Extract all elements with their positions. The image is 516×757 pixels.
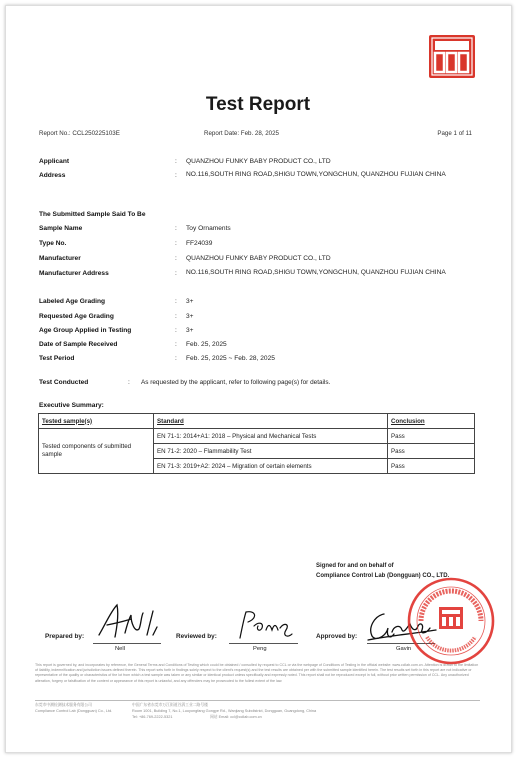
field-label: Labeled Age Grading: [39, 298, 106, 305]
field-label: Type No.: [39, 240, 67, 247]
field-label: Test Period: [39, 355, 75, 362]
footer-tel: Tel: +86-769-2222-5321: [132, 715, 173, 719]
field-value: 3+: [186, 298, 194, 305]
report-date: Report Date: Feb. 28, 2025: [204, 130, 279, 137]
page-title: Test Report: [205, 94, 311, 115]
reviewed-by-label: Reviewed by:: [176, 633, 217, 640]
prepared-signature: [95, 599, 161, 641]
reviewed-by-name: Peng: [253, 646, 267, 652]
conclusion-cell: Pass: [388, 429, 475, 444]
column-header: Standard: [154, 414, 388, 429]
footer-email: 网站 Email: ccl@ccllab.com.cn: [210, 715, 262, 719]
footer-address-cn: 中国广东省东莞市万江街道谷涡工业二路号楼: [132, 703, 208, 707]
address-label: Address: [39, 172, 66, 179]
terms-fine-print: This report is governed by, and incorporates by reference, the General Terms and Conditions of Testing which could be obtained / consulted by request to CCL or via the webpage of Conditions of Testing in the official website: www.ccllab.com.cn. Attention is drawn to the limitation of liability, indemnification and jurisdiction issues defined therein. This report sets forth in findings solely respect to the client's request(s) and the test results are obtained per with the submitted sample identified herein. The test results set forth in this report are not indicative or representative of the quality or characteristics of the lot from which a test sample was taken or any similar or identical product unless specifically and expressly noted. This report shall not be reproduced except in full, without prior written permission of CCL. Any unauthorized alteration, forgery or falsification of the content or appearance of this report is unlawful, and any offenders may be prosecuted to the fullest extent of the law.: [35, 663, 479, 683]
footer-divider: [35, 700, 480, 701]
report-number: Report No.: CCL250225103E: [39, 130, 120, 137]
field-value: 3+: [186, 313, 194, 320]
field-label: Manufacturer: [39, 255, 81, 262]
signed-for-line: Signed for and on behalf of: [316, 563, 394, 569]
field-label: Age Group Applied in Testing: [39, 327, 132, 334]
company-stamp: [405, 575, 497, 667]
executive-summary-table: [38, 413, 475, 474]
conclusion-cell: Pass: [388, 459, 475, 474]
field-label: Manufacturer Address: [39, 270, 109, 277]
field-value: Feb. 25, 2025 ~ Feb. 28, 2025: [186, 355, 275, 362]
signed-for-company: Compliance Control Lab (Dongguan) CO., LTD.: [316, 573, 450, 579]
prepared-by-name: Nell: [115, 646, 125, 652]
executive-summary-heading: Executive Summary:: [39, 402, 104, 409]
field-label: Requested Age Grading: [39, 313, 114, 320]
footer-company-cn: 东莞市中测检测技术服务有限公司: [35, 703, 92, 707]
field-value: NO.116,SOUTH RING ROAD,SHIGU TOWN,YONGCHUN, QUANZHOU FUJIAN CHINA: [186, 269, 446, 276]
applicant-value: QUANZHOU FUNKY BABY PRODUCT CO., LTD: [186, 158, 331, 165]
prepared-by-label: Prepared by:: [45, 633, 85, 640]
applicant-label: Applicant: [39, 158, 70, 165]
reviewed-signature: [236, 608, 296, 642]
field-value: Toy Ornaments: [186, 225, 231, 232]
standard-cell: EN 71-1: 2014+A1: 2018 – Physical and Mechanical Tests: [154, 429, 388, 444]
tested-sample-cell: Tested components of submitted sample: [39, 429, 154, 474]
field-value: 3+: [186, 327, 194, 334]
footer-company-en: Compliance Control Lab (Dongguan) Co., Ltd.: [35, 709, 113, 713]
ccl-logo: [429, 35, 475, 78]
field-value: QUANZHOU FUNKY BABY PRODUCT CO., LTD: [186, 255, 331, 262]
field-value: FF24039: [186, 240, 213, 247]
footer-address-en: Room 1001, Building 7, No.1, Luoyongfang Gongye Rd., Wanjiang Subdistrict, Dongguan, Guangdong, China: [132, 709, 317, 713]
test-conducted-value: As requested by the applicant, refer to following page(s) for details.: [141, 379, 331, 386]
test-conducted-label: Test Conducted: [39, 379, 89, 386]
sample-heading: The Submitted Sample Said To Be: [39, 211, 146, 218]
standard-cell: EN 71-2: 2020 – Flammability Test: [154, 444, 388, 459]
standard-cell: EN 71-3: 2019+A2: 2024 – Migration of certain elements: [154, 459, 388, 474]
field-label: Sample Name: [39, 225, 83, 232]
field-value: Feb. 25, 2025: [186, 341, 227, 348]
field-label: Date of Sample Received: [39, 341, 118, 348]
page-number: Page 1 of 11: [437, 130, 472, 137]
column-header: Tested sample(s): [39, 414, 154, 429]
table-header-row: [39, 414, 475, 429]
approved-by-name: Gavin: [396, 646, 412, 652]
column-header: Conclusion: [388, 414, 475, 429]
address-value: NO.116,SOUTH RING ROAD,SHIGU TOWN,YONGCHUN, QUANZHOU FUJIAN CHINA: [186, 171, 446, 178]
table-row: [39, 429, 475, 444]
approved-by-label: Approved by:: [316, 633, 358, 640]
conclusion-cell: Pass: [388, 444, 475, 459]
